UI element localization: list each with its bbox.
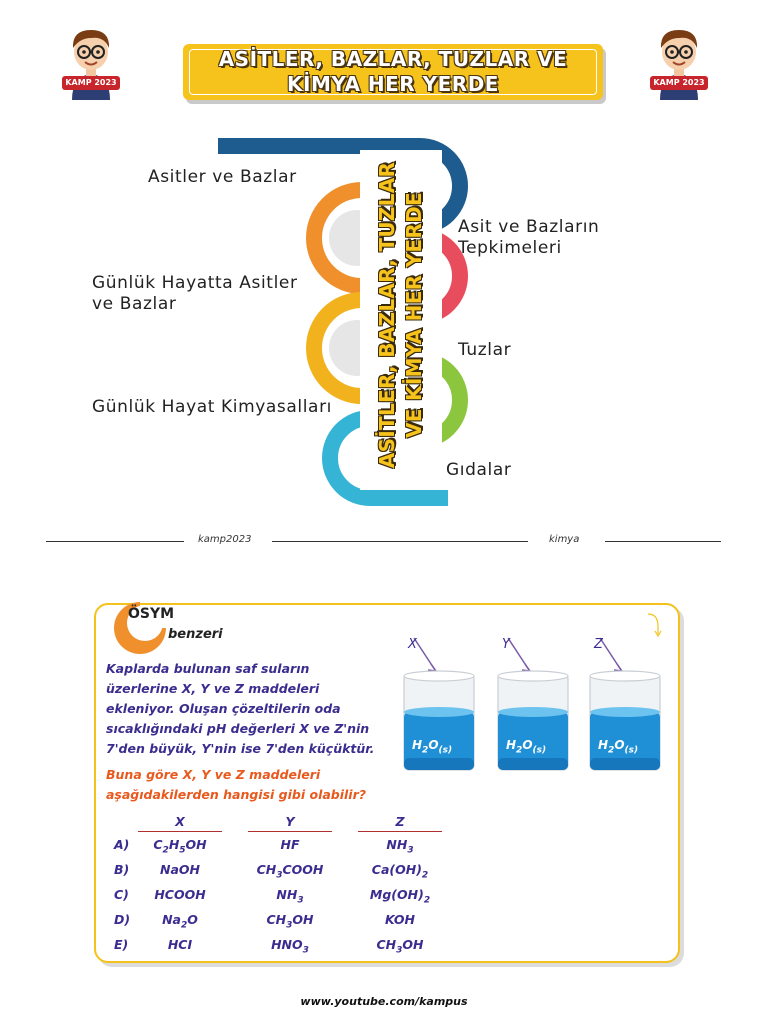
formula-part: O xyxy=(428,738,439,752)
option-cell-x xyxy=(138,937,222,952)
footer-tag-left: kamp2023 xyxy=(198,534,252,545)
option-cell-z xyxy=(358,837,442,856)
divider-right xyxy=(605,541,721,542)
answer-option-row[interactable] xyxy=(110,937,450,959)
formula-part: Mg(OH) xyxy=(369,887,424,902)
divider-middle xyxy=(272,541,528,542)
answer-option-row[interactable] xyxy=(110,862,450,884)
formula-part: NH xyxy=(276,887,298,902)
corner-arrow-icon xyxy=(646,612,666,638)
option-cell-x xyxy=(138,887,222,902)
formula-part: H xyxy=(168,837,180,852)
formula-subscript: 3 xyxy=(407,845,414,856)
topic-tepkime-2: Tepkimeleri xyxy=(458,238,562,258)
formula-part: HF xyxy=(280,837,300,852)
beaker xyxy=(586,636,666,776)
formula-part: NaOH xyxy=(160,862,200,877)
column-rule-x xyxy=(138,831,222,832)
formula-part: O xyxy=(187,912,198,927)
column-header-y: Y xyxy=(285,814,295,829)
option-cell-z xyxy=(358,912,442,927)
formula-part: H xyxy=(506,738,517,752)
water-label xyxy=(412,738,452,755)
formula-part: COOH xyxy=(282,862,324,877)
formula-part: O xyxy=(522,738,533,752)
option-letter: C) xyxy=(114,887,129,902)
option-cell-x xyxy=(138,837,222,856)
column-rule-z xyxy=(358,831,442,832)
formula-subscript: 3 xyxy=(396,945,403,956)
osym-logo-text: ÖSYM xyxy=(128,606,175,622)
formula-subscript: 3 xyxy=(276,870,283,881)
formula-part: OH xyxy=(402,937,424,952)
formula-part: Na xyxy=(162,912,181,927)
option-cell-x xyxy=(138,862,222,877)
beaker-label: Z xyxy=(594,637,603,652)
kamp-badge: KAMP 2023 xyxy=(62,76,120,90)
mindmap-center-title xyxy=(361,152,441,478)
question-line: Kaplarda bulunan saf suların xyxy=(106,661,310,676)
option-cell-y xyxy=(248,887,332,906)
question-line: 7'den büyük, Y'nin ise 7'den küçüktür. xyxy=(106,741,375,756)
formula-subscript: (s) xyxy=(532,745,547,756)
formula-part: CH xyxy=(266,912,287,927)
formula-part: Ca(OH) xyxy=(371,862,422,877)
formula-part: HCOOH xyxy=(154,887,206,902)
answer-option-row[interactable] xyxy=(110,912,450,934)
formula-part: KOH xyxy=(385,912,415,927)
water-label xyxy=(598,738,638,755)
topic-gunluk-kimyasallar: Günlük Hayat Kimyasalları xyxy=(92,397,332,417)
formula-subscript: (s) xyxy=(624,745,639,756)
formula-part: NH xyxy=(386,837,408,852)
formula-part: HNO xyxy=(271,937,303,952)
question-ask-line: Buna göre X, Y ve Z maddeleri xyxy=(106,767,321,782)
topic-asitler-bazlar: Asitler ve Bazlar xyxy=(148,167,297,187)
formula-subscript: 2 xyxy=(423,895,431,906)
formula-part: CH xyxy=(256,862,277,877)
option-cell-z xyxy=(358,937,442,956)
footer-tag-right: kimya xyxy=(549,534,580,545)
formula-subscript: 2 xyxy=(516,745,523,756)
formula-subscript: (s) xyxy=(438,745,453,756)
topic-tuzlar: Tuzlar xyxy=(458,340,512,360)
option-cell-y xyxy=(248,862,332,881)
question-ask-line: aşağıdakilerden hangisi gibi olabilir? xyxy=(106,787,367,802)
option-letter: D) xyxy=(114,912,131,927)
formula-part: C xyxy=(153,837,163,852)
option-cell-y xyxy=(248,912,332,931)
formula-subscript: 3 xyxy=(302,945,309,956)
option-letter: B) xyxy=(114,862,130,877)
beaker xyxy=(400,636,480,776)
answer-option-row[interactable] xyxy=(110,837,450,859)
topic-gidalar: Gıdalar xyxy=(446,460,512,480)
option-letter: E) xyxy=(114,937,129,952)
column-header-z: Z xyxy=(395,814,405,829)
divider-left xyxy=(46,541,184,542)
beaker-label: Y xyxy=(502,637,510,652)
column-header-x: X xyxy=(175,814,185,829)
beaker xyxy=(494,636,574,776)
formula-subscript: 5 xyxy=(179,845,186,856)
question-line: sıcaklığındaki pH değerleri X ve Z'nin xyxy=(106,721,370,736)
water-label xyxy=(506,738,546,755)
formula-subscript: 2 xyxy=(421,870,429,881)
formula-part: H xyxy=(598,738,609,752)
question-ask xyxy=(106,765,396,805)
option-cell-y xyxy=(248,937,332,956)
osym-logo-sub: benzeri xyxy=(168,627,223,642)
column-rule-y xyxy=(248,831,332,832)
formula-part: HCI xyxy=(167,937,193,952)
option-cell-z xyxy=(358,862,442,881)
kamp-badge: KAMP 2023 xyxy=(650,76,708,90)
formula-part: OH xyxy=(292,912,314,927)
formula-part: CH xyxy=(376,937,397,952)
page-title-line2: KİMYA HER YERDE xyxy=(287,72,499,96)
formula-part: H xyxy=(412,738,423,752)
footer-url[interactable]: www.youtube.com/kampus xyxy=(300,995,468,1008)
question-line: üzerlerine X, Y ve Z maddeleri xyxy=(106,681,320,696)
answer-option-row[interactable] xyxy=(110,887,450,909)
mindmap-center-line1: ASİTLER, BAZLAR, TUZLAR xyxy=(375,161,399,469)
formula-subscript: 2 xyxy=(181,920,188,931)
formula-part: OH xyxy=(185,837,207,852)
option-cell-x xyxy=(138,912,222,931)
question-line: ekleniyor. Oluşan çözeltilerin oda xyxy=(106,701,341,716)
mindmap-center-line2: VE KİMYA HER YERDE xyxy=(402,192,426,438)
topic-gunluk-hayatta-1: Günlük Hayatta Asitler xyxy=(92,273,298,293)
formula-subscript: 3 xyxy=(286,920,293,931)
question-stem xyxy=(106,659,396,759)
beaker-label: X xyxy=(408,637,417,652)
option-cell-y xyxy=(248,837,332,852)
option-letter: A) xyxy=(114,837,130,852)
formula-part: O xyxy=(614,738,625,752)
topic-tepkime-1: Asit ve Bazların xyxy=(458,217,600,237)
formula-subscript: 2 xyxy=(422,745,429,756)
formula-subscript: 2 xyxy=(608,745,615,756)
page-title-line1: ASİTLER, BAZLAR, TUZLAR VE xyxy=(218,47,568,71)
topic-gunluk-hayatta-2: ve Bazlar xyxy=(92,294,177,314)
formula-subscript: 3 xyxy=(297,895,304,906)
option-cell-z xyxy=(358,887,442,906)
formula-subscript: 2 xyxy=(162,845,169,856)
